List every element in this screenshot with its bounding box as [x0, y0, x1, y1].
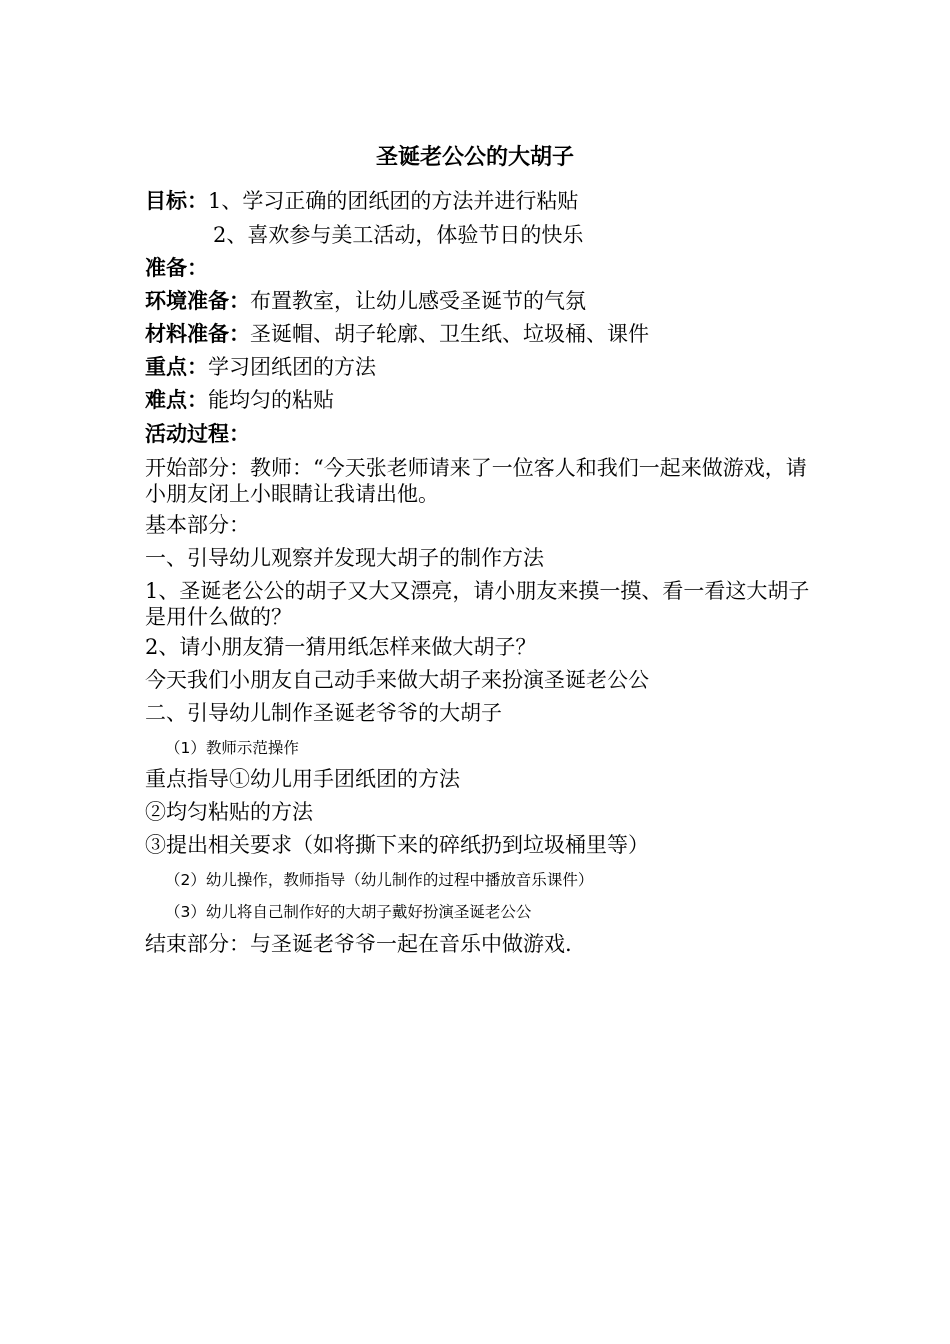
difficulty-line [145, 387, 334, 413]
prep-label: 准备： [145, 256, 208, 280]
document-title: 圣诞老公公的大胡子 [375, 145, 574, 170]
question-2-line: 2、请小朋友猜一猜用纸怎样来做大胡子？ [145, 635, 537, 659]
goal-item-2: 2、喜欢参与美工活动，体验节日的快乐 [213, 223, 584, 247]
start-part-paragraph: 开始部分：教师：“今天张老师请来了一位客人和我们一起来做游戏，请小朋友闭上小眼睛让我请出他。 [145, 456, 807, 506]
difficulty-text: 能均匀的粘贴 [208, 388, 334, 412]
today-line: 今天我们小朋友自己动手来做大胡子来扮演圣诞老公公 [145, 668, 649, 692]
step-3-line: （3）幼儿将自己制作好的大胡子戴好扮演圣诞老公公 [165, 903, 532, 921]
focus-3-line: ③提出相关要求（如将撕下来的碎纸扔到垃圾桶里等） [145, 833, 649, 857]
key-label: 重点： [145, 355, 208, 379]
process-label: 活动过程： [145, 422, 250, 446]
goal-label: 目标： [145, 189, 208, 213]
key-point-line [145, 354, 376, 380]
goal-item-1: 1、学习正确的团纸团的方法并进行粘贴 [208, 189, 579, 213]
step-2-line: （2）幼儿操作，教师指导（幼儿制作的过程中播放音乐课件） [165, 871, 594, 889]
material-prep-line [145, 321, 649, 347]
section-2-heading: 二、引导幼儿制作圣诞老爷爷的大胡子 [145, 701, 502, 725]
end-part-line: 结束部分：与圣诞老爷爷一起在音乐中做游戏. [145, 932, 572, 956]
focus-2-line: ②均匀粘贴的方法 [145, 800, 313, 824]
basic-part-label: 基本部分： [145, 513, 250, 537]
material-text: 圣诞帽、胡子轮廓、卫生纸、垃圾桶、课件 [250, 322, 649, 346]
question-1-paragraph: 1、圣诞老公公的胡子又大又漂亮，请小朋友来摸一摸、看一看这大胡子是用什么做的？ [145, 579, 810, 629]
section-1-heading: 一、引导幼儿观察并发现大胡子的制作方法 [145, 546, 544, 570]
env-text: 布置教室，让幼儿感受圣诞节的气氛 [250, 289, 586, 313]
goal-line-1 [145, 188, 578, 214]
step-1-line: （1）教师示范操作 [165, 739, 299, 757]
material-label: 材料准备： [145, 322, 250, 346]
env-prep-line [145, 288, 586, 314]
env-label: 环境准备： [145, 289, 250, 313]
key-text: 学习团纸团的方法 [208, 355, 376, 379]
difficulty-label: 难点： [145, 388, 208, 412]
focus-1-line: 重点指导①幼儿用手团纸团的方法 [145, 767, 460, 791]
